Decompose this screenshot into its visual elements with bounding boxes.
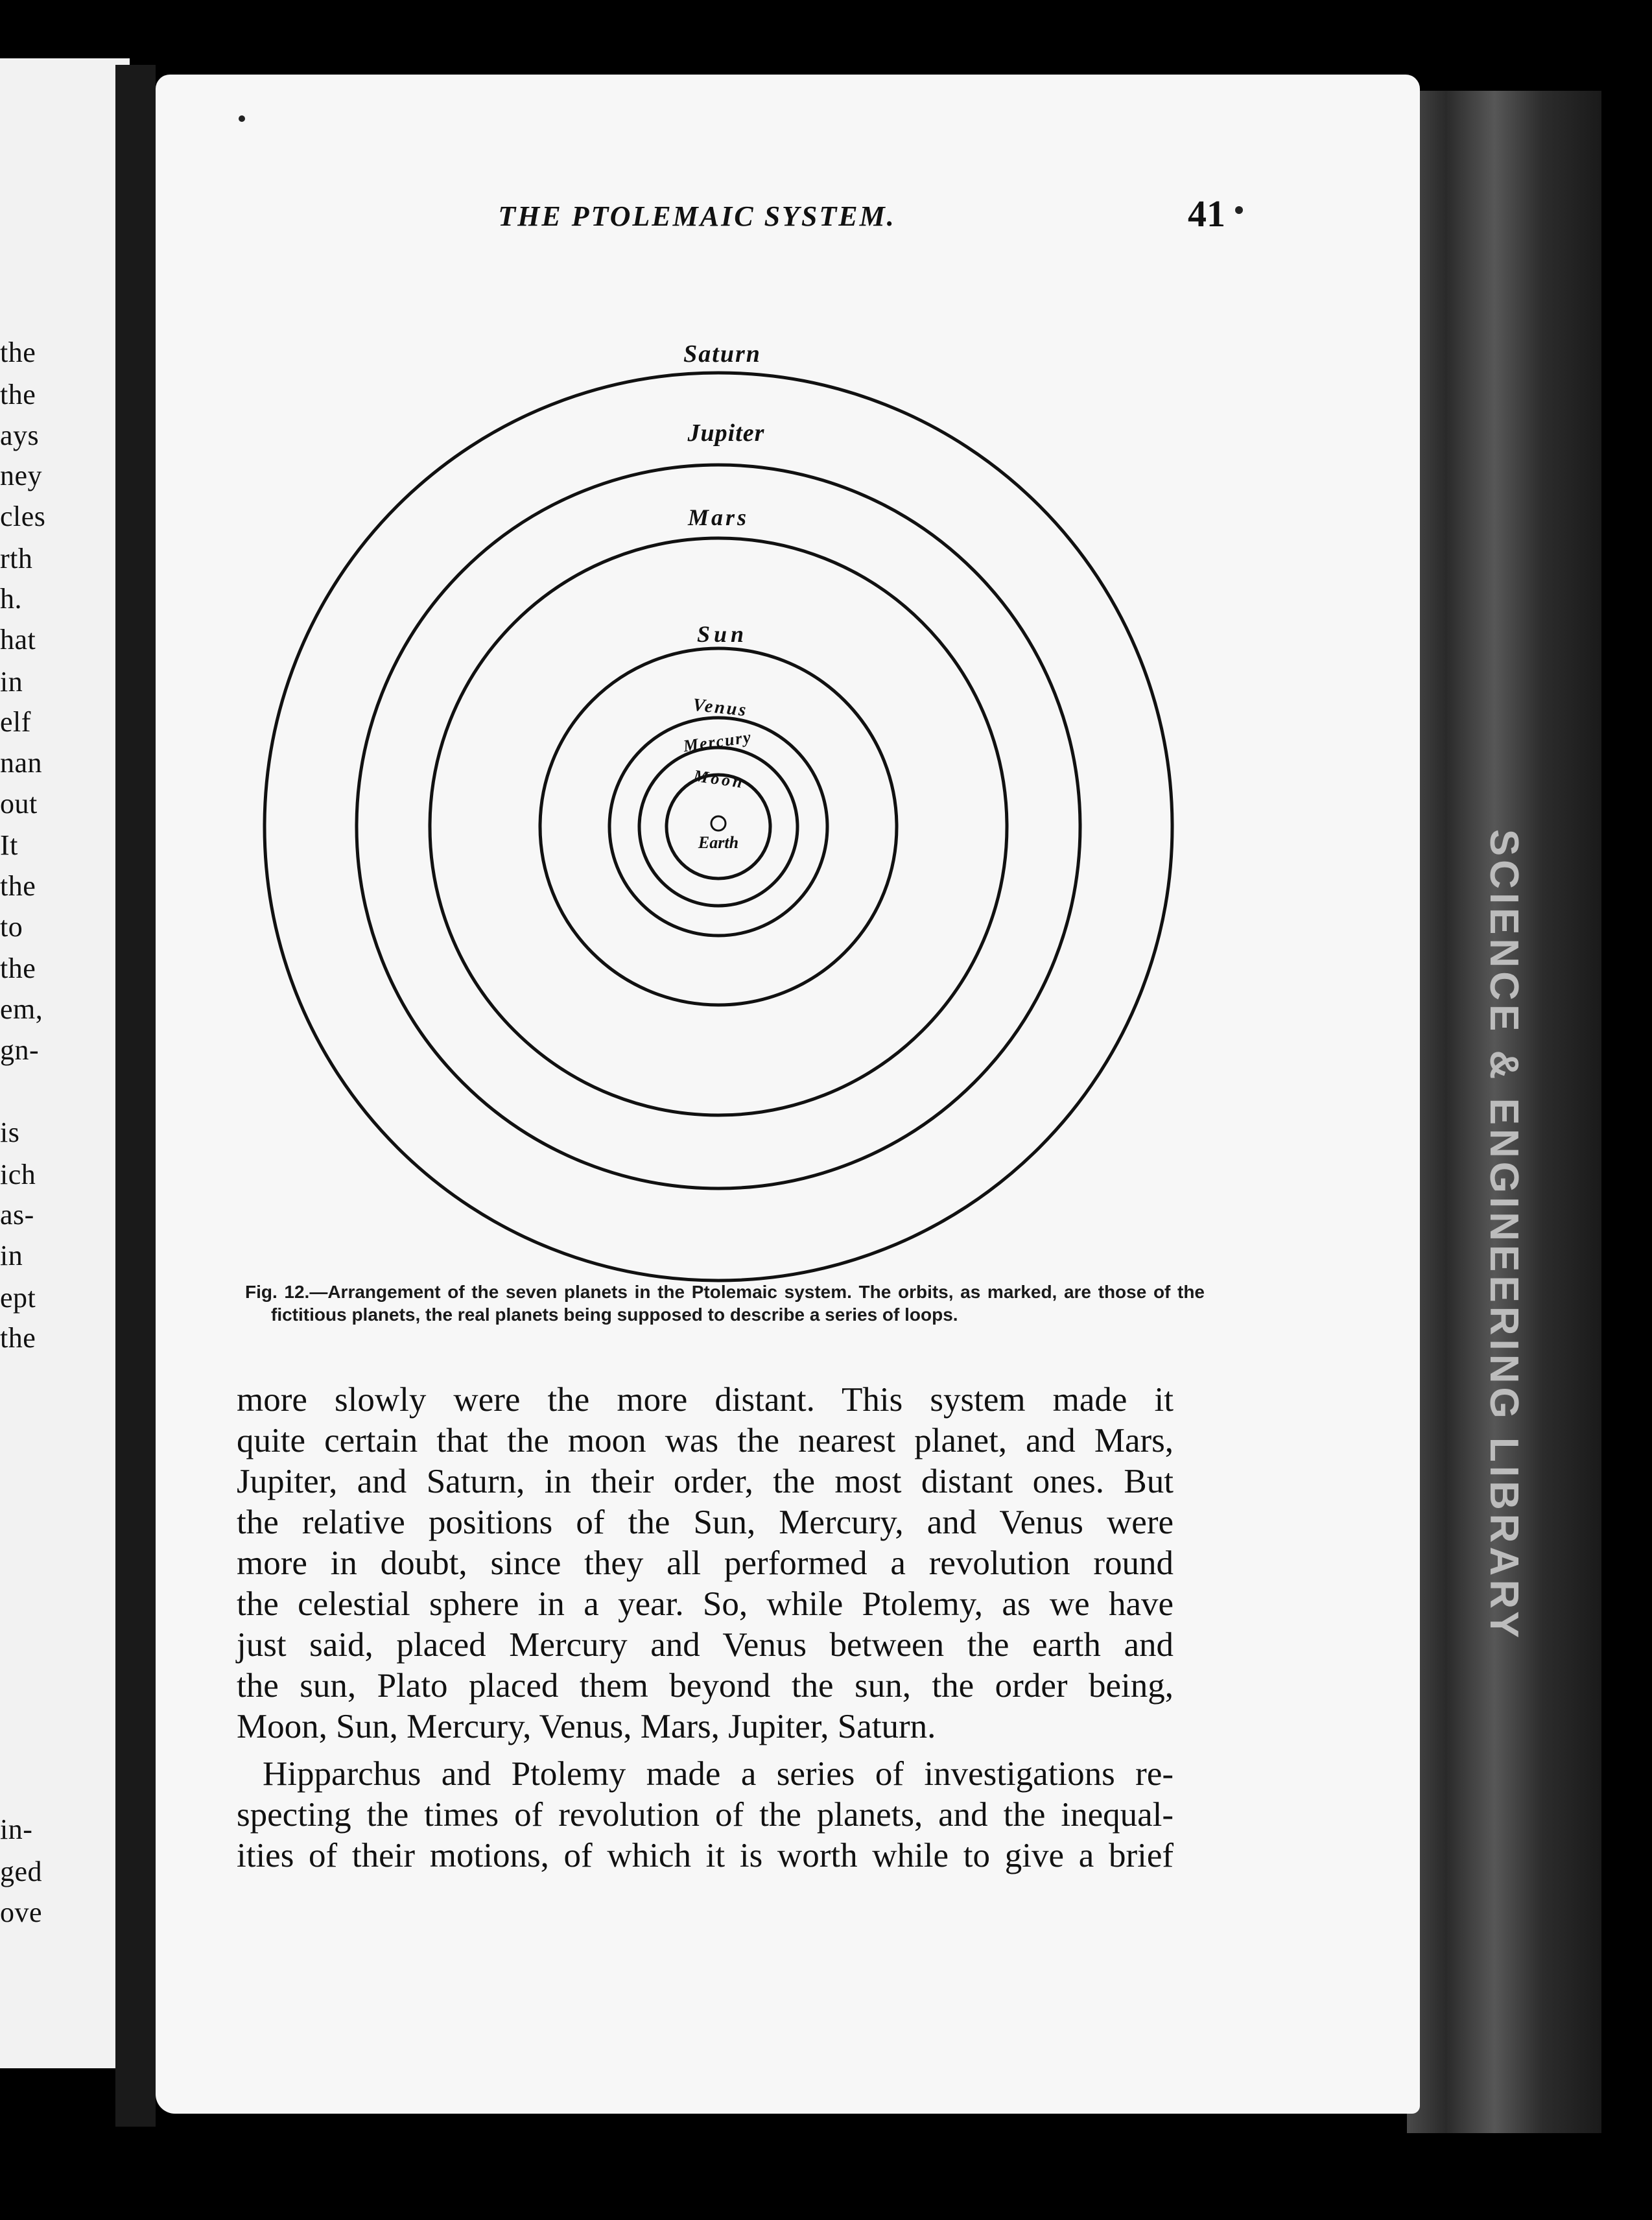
text-line: more in doubt, since they all performed a revolution round [237,1544,1174,1582]
orbit-diagram [246,324,1193,1297]
left-page-line: ept [0,1282,36,1314]
left-page-line: in- [0,1813,33,1845]
earth-label: Earth [698,833,739,852]
left-page-line: ney [0,460,43,491]
orbit-label-mercury: Mercury [682,727,753,756]
ink-speck [239,115,245,122]
left-page-line: gn- [0,1034,40,1066]
left-page-line: hat [0,624,36,655]
text-line: the sun, Plato placed them beyond the sun, the order being, [237,1667,1174,1705]
moon-orbit [667,775,770,879]
left-page-line: ove [0,1896,43,1928]
text-line: ities of their motions, of which it is worth while to give a brief [237,1837,1174,1874]
page-number: 41 [1188,193,1225,235]
body-text [237,1380,1174,1876]
left-page-line: elf [0,706,31,738]
left-page-line: the [0,870,36,902]
running-title: THE PTOLEMAIC SYSTEM. [498,200,896,232]
left-page-line: the [0,1322,36,1354]
text-line: Moon, Sun, Mercury, Venus, Mars, Jupiter, Saturn. [237,1708,936,1745]
left-page-line: is [0,1116,20,1148]
orbit-label-jupiter: Jupiter [687,419,765,447]
left-page-line: in [0,666,23,698]
orbit-label-sun: Sun [696,621,748,647]
ink-speck [1235,206,1243,214]
text-line: Jupiter, and Saturn, in their order, the most distant ones. But [237,1463,1174,1500]
left-page-line: to [0,911,23,943]
text-line: the relative positions of the Sun, Mercury, and Venus were [237,1504,1174,1541]
orbit-label-venus: Venus [691,694,749,721]
left-page-line: in [0,1240,23,1271]
text-line: Hipparchus and Ptolemy made a series of investigations re- [263,1755,1174,1793]
text-line: quite certain that the moon was the nearest planet, and Mars, [237,1422,1174,1459]
left-page-line: cles [0,501,46,532]
left-page-line: ays [0,419,40,451]
left-page-line: as- [0,1199,34,1231]
jupiter-orbit [357,465,1080,1188]
page-gutter-shadow [115,65,156,2127]
left-page-line: the [0,952,36,984]
figure-caption: Fig. 12.—Arrangement of the seven planets in the Ptolemaic system. The orbits, as marked, are those of the fictitious planets, the real planets being supposed to describe a series of loops. [245,1282,1205,1325]
left-page-line: out [0,788,38,820]
earth-marker [711,816,726,831]
left-page-line: h. [0,583,22,615]
library-stamp: SCIENCE & ENGINEERING LIBRARY [1481,829,1527,1642]
text-line: just said, placed Mercury and Venus between the earth and [237,1626,1174,1664]
ptolemaic-system-figure [246,324,1193,1297]
left-page-line: ged [0,1856,43,1887]
left-page-line: em, [0,993,43,1025]
left-page-line: It [0,829,18,861]
text-line: the celestial sphere in a year. So, while Ptolemy, as we have [237,1585,1174,1623]
orbit-label-moon: Moon [692,766,746,792]
orbit-label-saturn: Saturn [683,340,761,368]
orbit-label-mars: Mars [687,504,749,530]
left-page-line: nan [0,747,43,779]
left-page-line: rth [0,543,33,574]
left-page-line: the [0,379,36,410]
previous-page-edge [0,58,130,2068]
left-page-line: the [0,337,36,368]
text-line: more slowly were the more distant. This system made it [237,1381,1174,1419]
text-line: specting the times of revolution of the planets, and the inequal- [237,1796,1174,1834]
left-page-line: ich [0,1159,36,1190]
